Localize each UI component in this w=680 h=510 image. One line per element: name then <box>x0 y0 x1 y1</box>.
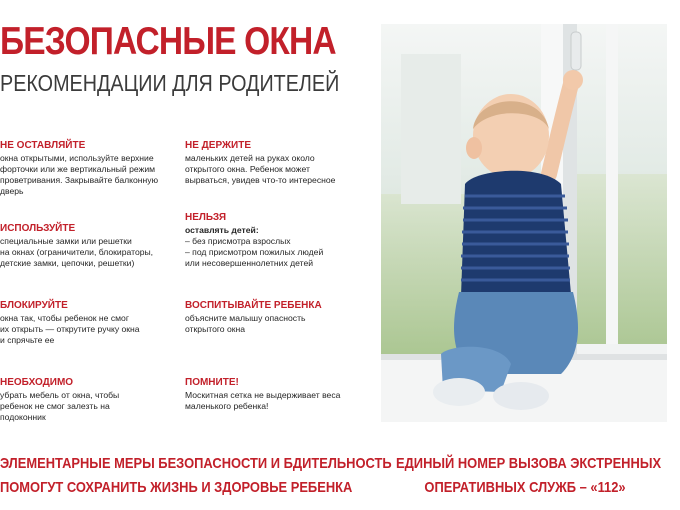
tip-use <box>0 223 170 269</box>
tip-line: или несовершеннолетних детей <box>185 258 314 268</box>
tip-line: дверь <box>0 186 24 196</box>
tip-line: вырваться, увидев что-то интересное <box>185 175 336 185</box>
tip-heading: НЕ ДЕРЖИТЕ <box>185 140 252 151</box>
tip-forbidden <box>185 212 355 269</box>
tip-heading: ПОМНИТЕ! <box>185 377 239 388</box>
tip-block <box>0 300 170 346</box>
tip-line: открытого окна. Ребенок может <box>185 164 310 174</box>
tip-line: детские замки, цепочки, решетки) <box>0 258 135 268</box>
footer-safety-message <box>0 452 392 500</box>
tip-heading: НЕОБХОДИМО <box>0 377 74 388</box>
tip-do-not-leave <box>0 140 170 197</box>
tip-heading: НЕЛЬЗЯ <box>185 212 227 223</box>
tip-heading: БЛОКИРУЙТЕ <box>0 300 68 311</box>
tip-line: Москитная сетка не выдерживает веса <box>185 390 341 400</box>
tip-line: форточки или же вертикальный режим <box>0 164 156 174</box>
tip-body <box>0 236 170 269</box>
tip-body <box>0 153 170 197</box>
tip-necessary <box>0 377 170 423</box>
tip-do-not-hold <box>185 140 355 186</box>
tip-line: и спрячьте ее <box>0 335 55 345</box>
tip-body <box>185 390 355 412</box>
footer-emergency-number <box>396 452 662 500</box>
tip-line: подоконник <box>0 412 46 422</box>
tip-line: их открыть — открутите ручку окна <box>0 324 140 334</box>
baby-at-window-photo <box>381 24 667 422</box>
tip-remember <box>185 377 355 412</box>
baby-at-window-illustration <box>381 24 667 422</box>
tip-line: объясните малышу опасность <box>185 313 306 323</box>
tip-heading: НЕ ОСТАВЛЯЙТЕ <box>0 140 86 151</box>
tip-line: маленьких детей на руках около <box>185 153 315 163</box>
tip-line: ребенок не смог залезть на <box>0 401 110 411</box>
tip-body <box>0 313 170 346</box>
tip-lead: оставлять детей: <box>185 225 259 235</box>
tip-line: на окнах (ограничители, блокираторы, <box>0 247 154 257</box>
footer-line: ОПЕРАТИВНЫХ СЛУЖБ – «112» <box>424 479 626 496</box>
tip-line: окна так, чтобы ребенок не смог <box>0 313 129 323</box>
tip-line: – под присмотром пожилых людей <box>185 247 324 257</box>
poster-title: БЕЗОПАСНЫЕ ОКНА <box>0 20 336 63</box>
poster-subtitle: РЕКОМЕНДАЦИИ ДЛЯ РОДИТЕЛЕЙ <box>0 70 340 96</box>
tip-heading: ИСПОЛЬЗУЙТЕ <box>0 223 76 234</box>
footer-line: ЭЛЕМЕНТАРНЫЕ МЕРЫ БЕЗОПАСНОСТИ И БДИТЕЛЬНОСТЬ <box>0 455 392 472</box>
tip-line: открытого окна <box>185 324 246 334</box>
tip-line: маленького ребенка! <box>185 401 269 411</box>
tip-educate <box>185 300 355 335</box>
tip-line: проветривания. Закрывайте балконную <box>0 175 159 185</box>
tip-line: убрать мебель от окна, чтобы <box>0 390 120 400</box>
tip-body <box>0 390 170 423</box>
tip-line: специальные замки или решетки <box>0 236 132 246</box>
tip-heading: ВОСПИТЫВАЙТЕ РЕБЕНКА <box>185 300 322 311</box>
footer-line: ЕДИНЫЙ НОМЕР ВЫЗОВА ЭКСТРЕННЫХ <box>396 455 662 472</box>
tip-body <box>185 225 355 269</box>
tip-line: окна открытыми, используйте верхние <box>0 153 154 163</box>
tip-body <box>185 153 355 186</box>
footer-line: ПОМОГУТ СОХРАНИТЬ ЖИЗНЬ И ЗДОРОВЬЕ РЕБЕНКА <box>0 479 353 496</box>
tip-line: – без присмотра взрослых <box>185 236 291 246</box>
tip-body <box>185 313 355 335</box>
